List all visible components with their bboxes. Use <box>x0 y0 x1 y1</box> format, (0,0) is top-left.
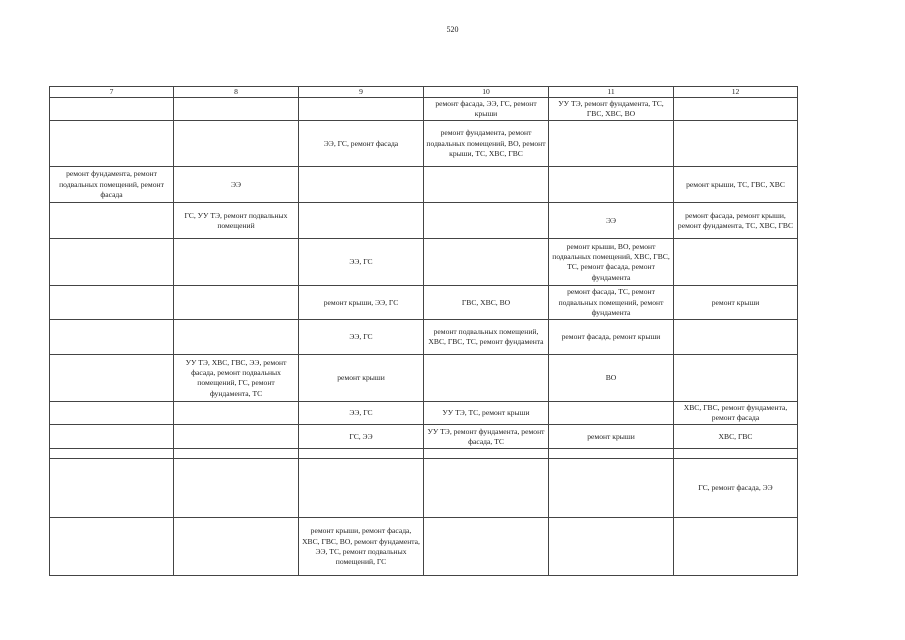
table-cell <box>174 239 299 286</box>
table-row <box>50 286 798 320</box>
table-cell <box>174 98 299 121</box>
table-cell: ЭЭ, ГС <box>299 402 424 425</box>
table-cell <box>674 320 798 355</box>
table-cell <box>424 167 549 203</box>
table-cell: ремонт фундамента, ремонт подвальных помещений, ремонт фасада <box>50 167 174 203</box>
table-row <box>50 98 798 121</box>
table-cell <box>299 167 424 203</box>
table-cell: ХВС, ГВС, ремонт фундамента, ремонт фасада <box>674 402 798 425</box>
table-cell <box>299 98 424 121</box>
table-cell <box>424 459 549 518</box>
table-row <box>50 355 798 402</box>
table-row <box>50 203 798 239</box>
table-row <box>50 320 798 355</box>
table-cell <box>549 518 674 576</box>
table-row <box>50 121 798 167</box>
table-cell <box>50 459 174 518</box>
table-cell: ГС, ремонт фасада, ЭЭ <box>674 459 798 518</box>
table-cell <box>174 459 299 518</box>
table-cell: ремонт крыши, ТС, ГВС, ХВС <box>674 167 798 203</box>
table-cell <box>50 239 174 286</box>
column-header: 12 <box>674 87 798 98</box>
table-cell: ЭЭ, ГС <box>299 239 424 286</box>
table-cell <box>549 449 674 459</box>
table-cell: ремонт крыши, ремонт фасада, ХВС, ГВС, ВО, ремонт фундамента, ЭЭ, ТС, ремонт подвальных помещений, ГС <box>299 518 424 576</box>
table-cell <box>174 449 299 459</box>
table-row <box>50 402 798 425</box>
table-cell <box>424 203 549 239</box>
table-cell <box>674 121 798 167</box>
table-cell <box>50 121 174 167</box>
table-cell: ВО <box>549 355 674 402</box>
table-cell: УУ ТЭ, ХВС, ГВС, ЭЭ, ремонт фасада, ремонт подвальных помещений, ГС, ремонт фундамента, ТС <box>174 355 299 402</box>
table-cell <box>674 355 798 402</box>
table-cell: ремонт крыши, ЭЭ, ГС <box>299 286 424 320</box>
page-number: 520 <box>446 25 459 34</box>
table-cell: УУ ТЭ, ТС, ремонт крыши <box>424 402 549 425</box>
table-cell <box>174 518 299 576</box>
table-cell: ЭЭ <box>549 203 674 239</box>
table-cell <box>549 167 674 203</box>
table-cell: ГС, ЭЭ <box>299 425 424 449</box>
table-cell <box>174 402 299 425</box>
table-cell: ГВС, ХВС, ВО <box>424 286 549 320</box>
table-cell: ремонт крыши <box>549 425 674 449</box>
table-cell <box>424 449 549 459</box>
table-cell <box>674 98 798 121</box>
column-header: 10 <box>424 87 549 98</box>
table-cell: ремонт крыши, ВО, ремонт подвальных помещений, ХВС, ГВС, ТС, ремонт фасада, ремонт фундамента <box>549 239 674 286</box>
column-header: 9 <box>299 87 424 98</box>
table-cell <box>174 425 299 449</box>
table-row <box>50 425 798 449</box>
table-cell: УУ ТЭ, ремонт фундамента, ТС, ГВС, ХВС, ВО <box>549 98 674 121</box>
table-row <box>50 167 798 203</box>
header-row <box>50 87 798 98</box>
table-row <box>50 459 798 518</box>
table-cell <box>50 518 174 576</box>
table-cell <box>174 121 299 167</box>
table-row <box>50 518 798 576</box>
table-cell <box>549 459 674 518</box>
table-cell <box>174 286 299 320</box>
table-cell: ремонт фундамента, ремонт подвальных помещений, ВО, ремонт крыши, ТС, ХВС, ГВС <box>424 121 549 167</box>
table-cell: ремонт фасада, ЭЭ, ГС, ремонт крыши <box>424 98 549 121</box>
table-cell: ЭЭ <box>174 167 299 203</box>
table-cell: ремонт крыши <box>299 355 424 402</box>
table-cell: ремонт подвальных помещений, ХВС, ГВС, ТС, ремонт фундамента <box>424 320 549 355</box>
column-header: 11 <box>549 87 674 98</box>
table-cell <box>674 449 798 459</box>
table-cell <box>299 203 424 239</box>
works-schedule-table <box>49 86 798 576</box>
table-cell: ГС, УУ ТЭ, ремонт подвальных помещений <box>174 203 299 239</box>
table-cell: ремонт фасада, ТС, ремонт подвальных помещений, ремонт фундамента <box>549 286 674 320</box>
table-cell: ремонт крыши <box>674 286 798 320</box>
table-cell <box>50 425 174 449</box>
table-cell: УУ ТЭ, ремонт фундамента, ремонт фасада, ТС <box>424 425 549 449</box>
table-cell <box>424 239 549 286</box>
column-header: 7 <box>50 87 174 98</box>
table-cell <box>50 286 174 320</box>
table-cell <box>299 459 424 518</box>
table-cell: ХВС, ГВС <box>674 425 798 449</box>
table-cell <box>424 355 549 402</box>
table-row <box>50 449 798 459</box>
table-cell: ЭЭ, ГС <box>299 320 424 355</box>
table-cell: ЭЭ, ГС, ремонт фасада <box>299 121 424 167</box>
table-cell <box>50 449 174 459</box>
column-header: 8 <box>174 87 299 98</box>
table-cell <box>424 518 549 576</box>
table-cell: ремонт фасада, ремонт крыши <box>549 320 674 355</box>
table-cell <box>674 518 798 576</box>
table-cell <box>549 402 674 425</box>
table-row <box>50 239 798 286</box>
table-cell <box>674 239 798 286</box>
table-cell <box>50 402 174 425</box>
table-cell <box>299 449 424 459</box>
table-cell <box>549 121 674 167</box>
table-cell: ремонт фасада, ремонт крыши, ремонт фундамента, ТС, ХВС, ГВС <box>674 203 798 239</box>
table-cell <box>50 320 174 355</box>
table-cell <box>50 98 174 121</box>
table-cell <box>174 320 299 355</box>
table-cell <box>50 203 174 239</box>
table-cell <box>50 355 174 402</box>
